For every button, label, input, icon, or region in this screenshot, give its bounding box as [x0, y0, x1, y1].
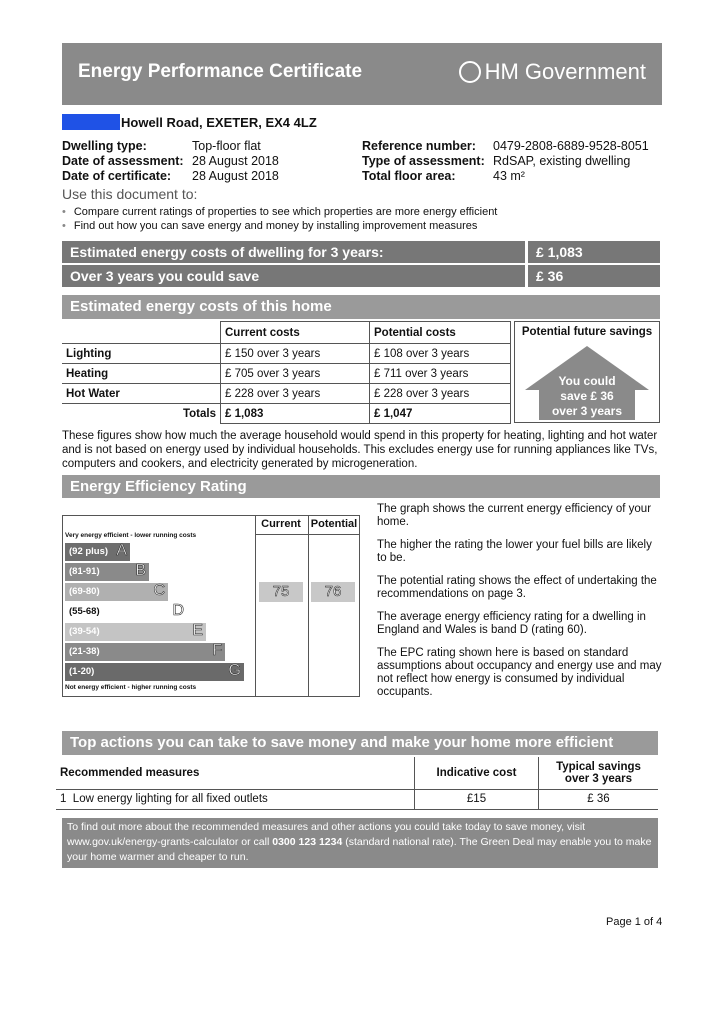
table-row: Heating £ 705 over 3 years £ 711 over 3 years	[62, 364, 511, 384]
rating-band-f	[65, 643, 225, 661]
band-letter: A	[116, 542, 127, 559]
estimated-costs-value: £ 1,083	[528, 241, 660, 263]
floor-area-value: 43 m²	[493, 169, 525, 183]
future-savings-box	[514, 321, 660, 423]
rating-band-d	[65, 603, 187, 621]
band-range: (92 plus)	[69, 546, 109, 557]
band-range: (55-68)	[69, 606, 100, 617]
page-number: Page 1 of 4	[606, 916, 663, 928]
band-letter: B	[135, 562, 146, 579]
date-certificate-label: Date of certificate:	[62, 169, 172, 183]
bottom-caption: Not energy efficient - higher running costs	[65, 684, 197, 691]
rating-band-g	[65, 663, 244, 681]
table-row: Lighting £ 150 over 3 years £ 108 over 3 years	[62, 344, 511, 364]
floor-area-label: Total floor area:	[362, 169, 456, 183]
potential-rating-arrow: 76	[311, 582, 355, 602]
actions-section-title: Top actions you can take to save money and make your home more efficient	[62, 731, 658, 755]
band-range: (21-38)	[69, 646, 100, 657]
property-address	[62, 114, 317, 130]
list-item: • Find out how you can save energy and money by installing improvement measures	[62, 219, 497, 233]
col-indicative-cost: Indicative cost	[415, 757, 539, 789]
rating-section-title: Energy Efficiency Rating	[62, 475, 660, 498]
band-range: (81-91)	[69, 566, 100, 577]
band-letter: E	[192, 622, 203, 639]
table-row: Hot Water £ 228 over 3 years £ 228 over 3 years	[62, 384, 511, 404]
measures-table	[56, 757, 658, 810]
current-column-label: Current	[261, 518, 301, 530]
reference-label: Reference number:	[362, 139, 476, 153]
address-text: Howell Road, EXETER, EX4 4LZ	[121, 114, 317, 130]
col-potential-costs: Potential costs	[370, 322, 511, 344]
costs-explanation: These figures show how much the average household would spend in this property for heating, lighting and hot water and is not based on energy used by individual households. This excludes energy use for running appliances like TVs, computers and cookers, and electricity generated by microgeneration.	[62, 430, 658, 470]
royal-crest-icon	[459, 61, 481, 83]
col-future-savings: Potential future savings	[521, 326, 653, 338]
date-assessment-label: Date of assessment:	[62, 154, 184, 168]
could-save-value: £ 36	[528, 265, 660, 287]
hm-government-logo	[459, 59, 646, 85]
band-letter: C	[153, 582, 165, 599]
costs-section-title: Estimated energy costs of this home	[62, 295, 660, 319]
rating-band-b	[65, 563, 149, 581]
current-rating-arrow: 75	[259, 582, 303, 602]
government-name: HM Government	[484, 59, 646, 84]
rating-explanation: The graph shows the current energy efficiency of your home. The higher the rating the lower your fuel bills are likely to be. The potential rating shows the effect of undertaking the recommendations on page 3. The average energy efficiency rating for a dwelling in England and Wales is band D (rating 60). The EPC rating shown here is based on standard assumptions about occupancy and energy use and may not reflect how energy is consumed by individual occupants.	[377, 503, 662, 698]
rating-band-c	[65, 583, 168, 601]
band-range: (39-54)	[69, 626, 100, 637]
estimated-costs-label: Estimated energy costs of dwelling for 3 years:	[62, 241, 525, 263]
band-letter: G	[228, 662, 241, 679]
top-caption: Very energy efficient - lower running costs	[65, 532, 197, 539]
page-title: Energy Performance Certificate	[78, 61, 363, 82]
rating-band-e	[65, 623, 206, 641]
list-item: • Compare current ratings of properties to see which properties are more energy efficient	[62, 205, 497, 219]
table-row-totals: Totals £ 1,083 £ 1,047	[62, 404, 511, 424]
type-assessment-value: RdSAP, existing dwelling	[493, 154, 631, 168]
col-typical-savings: Typical savings over 3 years	[539, 757, 659, 789]
date-certificate-value: 28 August 2018	[192, 169, 279, 183]
costs-table	[62, 321, 511, 424]
band-range: (69-80)	[69, 586, 100, 597]
rating-band-a	[65, 543, 130, 561]
could-save-label: Over 3 years you could save	[62, 265, 525, 287]
potential-column-label: Potential	[310, 518, 358, 530]
col-recommended-measures: Recommended measures	[56, 757, 415, 789]
col-current-costs: Current costs	[221, 322, 370, 344]
reference-value: 0479-2808-6889-9528-8051	[493, 139, 649, 153]
phone-number: 0300 123 1234	[272, 836, 343, 848]
band-letter: F	[212, 642, 222, 659]
dwelling-type-label: Dwelling type:	[62, 139, 147, 153]
epc-header	[62, 43, 662, 105]
use-document-list	[62, 205, 497, 233]
band-range: (1-20)	[69, 666, 95, 677]
dwelling-type-value: Top-floor flat	[192, 139, 261, 153]
date-assessment-value: 28 August 2018	[192, 154, 279, 168]
table-row: 1 Low energy lighting for all fixed outlets £15 £ 36	[56, 789, 658, 809]
use-document-title: Use this document to:	[62, 186, 198, 202]
band-letter: D	[172, 602, 184, 619]
savings-callout: You could save £ 36 over 3 years	[551, 374, 623, 418]
type-assessment-label: Type of assessment:	[362, 154, 485, 168]
redaction-block	[62, 114, 120, 130]
further-info-bar: To find out more about the recommended measures and other actions you could take today to save money, visit www.gov.uk/energy-grants-calculator or call 0300 123 1234 (standard national rate). The Green Deal may enable you to make your home warmer and cheaper to run.	[62, 818, 658, 868]
rating-chart	[62, 515, 360, 697]
